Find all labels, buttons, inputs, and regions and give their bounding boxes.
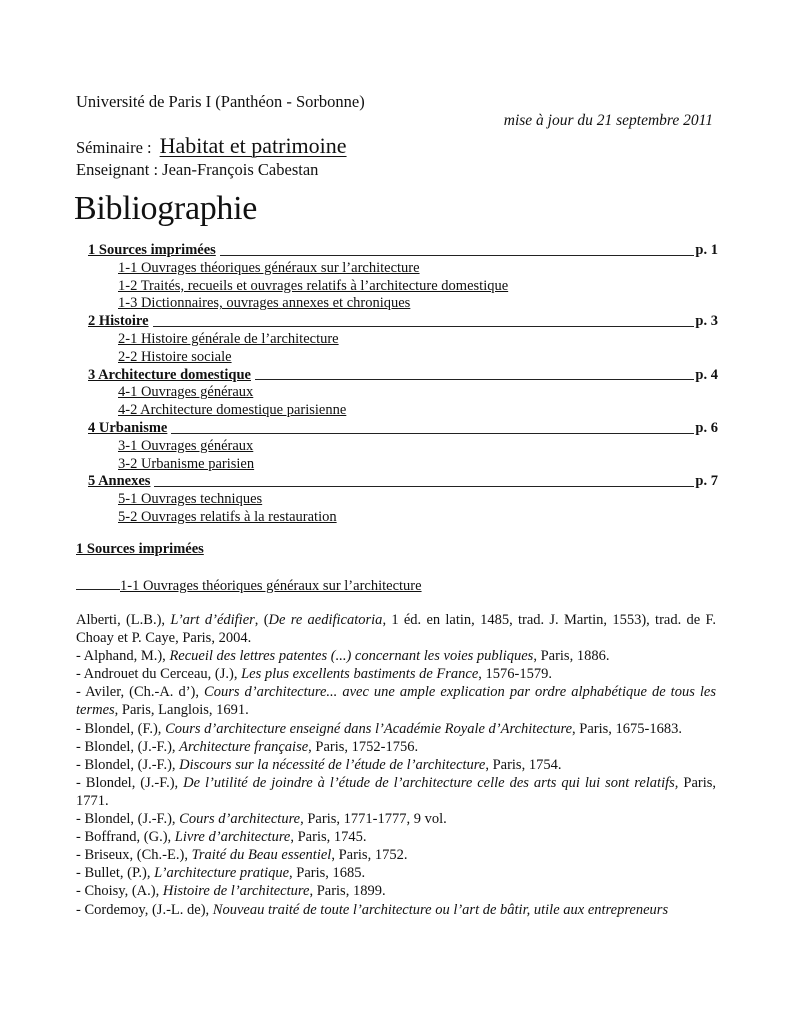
toc-section-label[interactable]: 4 Urbanisme	[88, 419, 168, 436]
entry-title: L’art d’édifier	[170, 612, 255, 628]
entry-author: - Choisy, (A.),	[76, 883, 163, 900]
subsection-heading-text: 1-1 Ouvrages théoriques généraux sur l’architecture	[120, 578, 422, 594]
table-of-contents	[88, 242, 718, 527]
toc-leader-line	[220, 254, 695, 256]
toc-section-label[interactable]: 2 Histoire	[88, 313, 149, 330]
entry-title: Cours d’architecture enseigné dans l’Académie Royale d’Architecture	[165, 720, 573, 737]
document-title: Bibliographie	[74, 190, 258, 227]
entry-publication: , Paris, 1752.	[331, 847, 408, 864]
toc-subsection-label[interactable]: 1-2 Traités, recueils et ouvrages relatifs à l’architecture domestique	[118, 277, 509, 294]
toc-section[interactable]	[88, 242, 718, 260]
toc-subsection-label[interactable]: 4-2 Architecture domestique parisienne	[118, 402, 347, 419]
entry-title: Histoire de l’architecture	[162, 883, 310, 900]
bibliography-entry	[76, 810, 716, 828]
entry-title: L’architecture pratique	[154, 865, 290, 882]
bibliography-entry	[76, 882, 716, 900]
entry-publication: , Paris, 1771-1777, 9 vol.	[300, 811, 447, 828]
seminar-label: Séminaire :	[76, 138, 152, 157]
toc-page-number: p. 7	[695, 473, 718, 490]
toc-subsection[interactable]	[88, 331, 718, 349]
entry-original-title: De re aedificatoria	[268, 612, 383, 628]
entry-author: - Blondel, (J.-F.),	[76, 738, 180, 755]
toc-subsection[interactable]	[88, 349, 718, 367]
entry-title: Nouveau traité de toute l’architecture ou l’art de bâtir, utile aux entrepreneurs	[212, 901, 669, 918]
entry-title: Recueil des lettres patentes (...) concernant les voies publiques	[169, 648, 534, 665]
entry-publication: , Paris, 1899.	[309, 883, 386, 900]
entry-title: Architecture française	[179, 738, 309, 755]
toc-leader-line	[153, 325, 695, 327]
entry-author: - Blondel, (J.-F.),	[76, 811, 180, 828]
toc-subsection-label[interactable]: 3-2 Urbanisme parisien	[118, 455, 255, 472]
toc-subsection-label[interactable]: 5-2 Ouvrages relatifs à la restauration	[118, 508, 337, 525]
entry-title: Les plus excellents bastiments de France	[241, 666, 479, 683]
entry-title: Discours sur la nécessité de l’étude de l’architecture	[179, 756, 486, 773]
bibliography-entry	[76, 665, 716, 683]
entry-author: - Bullet, (P.),	[76, 865, 155, 882]
entry-publication: , Paris, Langlois, 1691.	[114, 702, 249, 719]
section-heading: 1 Sources imprimées	[76, 541, 204, 557]
teacher-line: Enseignant : Jean-François Cabestan	[76, 160, 319, 179]
toc-section[interactable]	[88, 473, 718, 491]
entry-author: - Briseux, (Ch.-E.),	[76, 847, 192, 864]
toc-leader-line	[171, 432, 694, 434]
university-name: Université de Paris I (Panthéon - Sorbonne)	[76, 92, 365, 111]
bibliography-entry	[76, 647, 716, 665]
toc-page-number: p. 1	[695, 242, 718, 258]
bibliography-entry	[76, 846, 716, 864]
entry-publication: , Paris, 1685.	[289, 865, 366, 882]
bibliography-entry	[76, 756, 716, 774]
toc-subsection-label[interactable]: 4-1 Ouvrages généraux	[118, 384, 254, 401]
toc-subsection[interactable]	[88, 384, 718, 402]
toc-subsection[interactable]	[88, 509, 718, 527]
bibliography-entry	[76, 738, 716, 756]
toc-subsection[interactable]	[88, 278, 718, 296]
toc-subsection-label[interactable]: 2-2 Histoire sociale	[118, 348, 232, 365]
bibliography-entry	[76, 864, 716, 882]
entry-author: - Cordemoy, (J.-L. de),	[76, 901, 213, 918]
bibliography-entries	[76, 611, 716, 919]
entry-publication: , Paris, 1752-1756.	[308, 738, 419, 755]
toc-leader-line	[255, 378, 694, 380]
toc-subsection[interactable]	[88, 456, 718, 474]
entry-author: - Boffrand, (G.),	[76, 829, 175, 846]
toc-subsection[interactable]	[88, 260, 718, 278]
toc-page-number: p. 6	[695, 419, 718, 436]
bibliography-entry	[76, 901, 716, 919]
entry-publication: , Paris, 1745.	[290, 829, 367, 846]
toc-leader-line	[154, 485, 694, 487]
seminar-title: Habitat et patrimoine	[159, 133, 347, 158]
toc-subsection-label[interactable]: 5-1 Ouvrages techniques	[118, 491, 263, 508]
toc-section-label[interactable]: 5 Annexes	[88, 473, 151, 490]
entry-author: - Blondel, (J.-F.),	[76, 774, 184, 791]
entry-title: De l’utilité de joindre à l’étude de l’architecture celle des arts qui lui sont relatifs,	[183, 774, 679, 791]
entry-title: Cours d’architecture... avec une ample explication par ordre alphabétique de tous les termes	[76, 684, 717, 719]
toc-page-number: p. 3	[695, 313, 718, 330]
entry-title: Cours d’architecture	[179, 811, 301, 828]
bibliography-entry	[76, 720, 716, 738]
bibliography-entry	[76, 611, 716, 647]
entry-publication: , 1 éd. en latin, 1485, trad. J. Martin, 1553), trad. de F. Choay et P. Caye, Paris, 2004.	[76, 612, 716, 647]
entry-publication: , 1576-1579.	[478, 666, 552, 683]
entry-publication: , Paris, 1754.	[485, 756, 562, 773]
entry-publication: , Paris, 1886.	[533, 648, 610, 665]
entry-title: Livre d’architecture	[174, 829, 291, 846]
entry-author: - Aviler, (Ch.-A. d’),	[76, 684, 205, 701]
toc-page-number: p. 4	[695, 366, 718, 383]
entry-author: - Blondel, (J.-F.),	[76, 756, 180, 773]
bibliography-entry	[76, 774, 716, 810]
toc-subsection-label[interactable]: 3-1 Ouvrages généraux	[118, 437, 254, 454]
toc-section[interactable]	[88, 313, 718, 331]
entry-text: , (	[254, 612, 269, 628]
entry-author: - Blondel, (F.),	[76, 720, 166, 737]
subsection-heading	[76, 577, 422, 595]
entry-publication: Paris, 1771.	[76, 774, 717, 809]
toc-subsection[interactable]	[88, 438, 718, 456]
entry-author: Alberti, (L.B.),	[76, 612, 171, 628]
toc-section-label[interactable]: 1 Sources imprimées	[88, 242, 216, 258]
bibliography-entry	[76, 683, 716, 719]
toc-subsection-label[interactable]: 1-3 Dictionnaires, ouvrages annexes et chroniques	[118, 295, 411, 312]
heading-indent-rule	[76, 577, 120, 590]
update-date: mise à jour du 21 septembre 2011	[503, 112, 713, 129]
toc-subsection[interactable]	[88, 402, 718, 420]
entry-publication: , Paris, 1675-1683.	[572, 720, 682, 737]
seminar-line	[76, 133, 347, 159]
bibliography-entry	[76, 828, 716, 846]
toc-section-label[interactable]: 3 Architecture domestique	[88, 366, 251, 383]
entry-author: - Alphand, M.),	[76, 648, 170, 665]
entry-title: Traité du Beau essentiel	[191, 847, 332, 864]
toc-subsection-label[interactable]: 2-1 Histoire générale de l’architecture	[118, 330, 339, 347]
toc-subsection-label[interactable]: 1-1 Ouvrages théoriques généraux sur l’architecture	[118, 259, 420, 276]
toc-section[interactable]	[88, 420, 718, 438]
entry-author: - Androuet du Cerceau, (J.),	[76, 666, 242, 683]
toc-subsection[interactable]	[88, 491, 718, 509]
toc-section[interactable]	[88, 367, 718, 385]
toc-subsection[interactable]	[88, 295, 718, 313]
